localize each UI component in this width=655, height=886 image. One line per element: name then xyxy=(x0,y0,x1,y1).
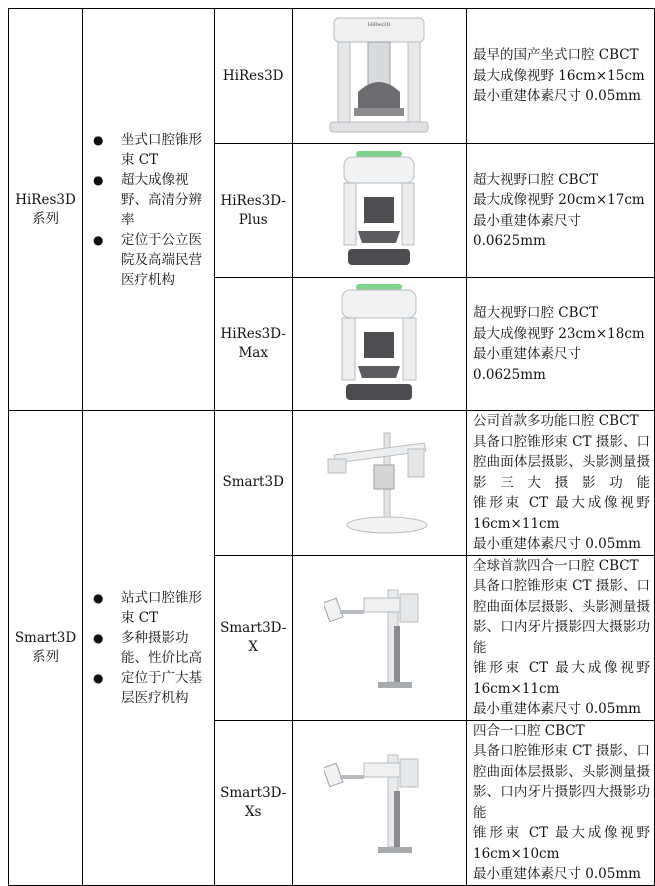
series-name: Smart3D xyxy=(14,629,77,646)
product-image-cell xyxy=(292,555,466,720)
series-suffix: 系列 xyxy=(32,210,59,227)
bullet-icon: ● xyxy=(93,132,104,147)
desc-line: 16cm×10cm xyxy=(473,845,560,862)
model-name-cell xyxy=(214,278,292,411)
desc-line: 最小重建体素尺寸 0.0625mm xyxy=(473,346,581,383)
bullet-icon: ● xyxy=(93,232,104,247)
logo-text: HiRes3D xyxy=(368,22,391,28)
seated-cbct-machine-image xyxy=(334,282,424,406)
product-image-cell xyxy=(292,411,466,556)
list-item: ● 超大成像视野、高清分辨率 xyxy=(93,171,203,228)
model-name: Smart3D- xyxy=(220,784,287,801)
desc-line: 最大成像视野 23cm×18cm xyxy=(473,325,645,342)
model-name: Smart3D xyxy=(222,474,284,491)
model-name: HiRes3D- xyxy=(220,192,286,209)
series-cell xyxy=(9,9,83,411)
desc-line: 锥形束 CT 最大成像视野 xyxy=(473,660,650,676)
model-name-cell xyxy=(214,555,292,720)
desc-line: 最小重建体素尺寸 0.0625mm xyxy=(473,212,581,249)
product-image-cell xyxy=(292,9,466,144)
bullet-icon: ● xyxy=(93,590,104,605)
product-image-cell xyxy=(292,720,466,885)
table-row xyxy=(9,411,655,556)
product-table xyxy=(8,8,655,886)
model-name: Xs xyxy=(244,803,262,820)
desc-line: 16cm×11cm xyxy=(473,680,560,697)
desc-line: 最大成像视野 20cm×17cm xyxy=(473,192,645,208)
desc-line: 具备口腔锥形束 CT 摄影、口腔曲面体层摄影、头影测量摄影、口内牙片摄影四大摄影功能 xyxy=(473,578,650,656)
list-item: ● 定位于广大基层医疗机构 xyxy=(93,669,203,706)
desc-line: 最小重建体素尺寸 0.05mm xyxy=(473,701,641,717)
feature-list-cell xyxy=(83,411,215,886)
model-description-cell xyxy=(467,144,655,278)
model-name: X xyxy=(248,638,259,655)
series-cell xyxy=(9,411,83,886)
feature-list-cell xyxy=(83,9,215,411)
desc-line: 最早的国产坐式口腔 CBCT xyxy=(473,47,639,64)
seated-cbct-machine-image xyxy=(324,12,434,140)
standing-cbct-machine-image xyxy=(324,751,434,855)
series-suffix: 系列 xyxy=(32,648,59,665)
model-description-cell xyxy=(467,278,655,411)
list-item: ● 定位于公立医院及高端民营医疗机构 xyxy=(93,231,203,288)
desc-line: 公司首款多功能口腔 CBCT xyxy=(473,413,639,429)
standing-cbct-machine-image xyxy=(324,586,434,690)
desc-line: 最小重建体素尺寸 0.05mm xyxy=(473,866,641,882)
bullet-icon: ● xyxy=(93,670,104,685)
model-description-cell xyxy=(467,555,655,720)
list-item: ● 站式口腔锥形束 CT xyxy=(93,589,203,626)
seated-cbct-machine-image xyxy=(334,149,424,273)
desc-line: 最大成像视野 16cm×15cm xyxy=(473,67,645,84)
desc-line: 最小重建体素尺寸 0.05mm xyxy=(473,88,641,105)
model-name-cell xyxy=(214,144,292,278)
desc-line: 锥形束 CT 最大成像视野 xyxy=(473,825,650,841)
desc-line: 超大视野口腔 CBCT xyxy=(473,305,599,321)
model-description-cell xyxy=(467,720,655,885)
feature-list xyxy=(83,130,214,290)
model-name: HiRes3D xyxy=(222,67,284,84)
desc-line: 16cm×11cm xyxy=(473,515,560,532)
standing-cbct-machine-image xyxy=(314,429,444,537)
model-description-cell xyxy=(467,9,655,144)
list-item: ● 多种摄影功能、性价比高 xyxy=(93,629,203,666)
desc-line: 具备口腔锥形束 CT 摄影、口腔曲面体层摄影、头影测量摄影、口内牙片摄影四大摄影功能 xyxy=(473,743,650,821)
product-image-cell xyxy=(292,144,466,278)
feature-list xyxy=(83,588,214,708)
model-name-cell xyxy=(214,411,292,556)
model-description-cell xyxy=(467,411,655,556)
model-name-cell xyxy=(214,9,292,144)
model-name: Max xyxy=(238,345,268,361)
desc-line: 具备口腔锥形束 CT 摄影、口腔曲面体层摄影、头影测量摄影三大摄影功能 xyxy=(473,433,650,491)
list-item: ● 坐式口腔锥形束 CT xyxy=(93,131,203,168)
model-name-cell xyxy=(214,720,292,885)
desc-line: 超大视野口腔 CBCT xyxy=(473,171,599,188)
model-name: Smart3D- xyxy=(220,619,287,636)
desc-line: 最小重建体素尺寸 0.05mm xyxy=(473,536,641,552)
bullet-icon: ● xyxy=(93,630,104,645)
model-name: HiRes3D- xyxy=(220,326,286,342)
bullet-icon: ● xyxy=(93,172,104,187)
table-row xyxy=(9,9,655,144)
desc-line: 四合一口腔 CBCT xyxy=(473,722,585,739)
product-image-cell xyxy=(292,278,466,411)
series-name: HiRes3D xyxy=(15,191,76,208)
desc-line: 锥形束 CT 最大成像视野 xyxy=(473,495,650,511)
desc-line: 全球首款四合一口腔 CBCT xyxy=(473,557,639,574)
model-name: Plus xyxy=(238,211,268,228)
